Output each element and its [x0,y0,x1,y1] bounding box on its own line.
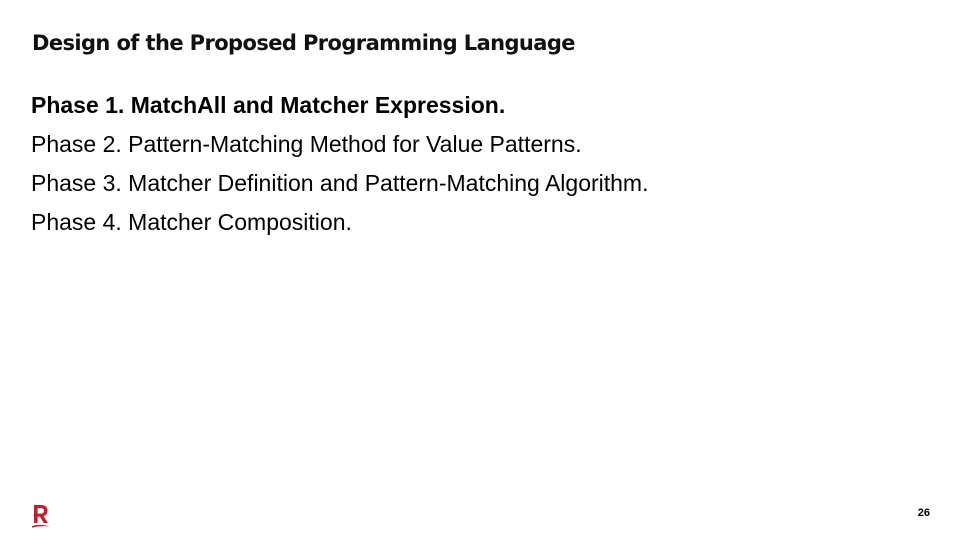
phase-list [31,86,649,242]
phase-item-2: Phase 2. Pattern-Matching Method for Value Patterns. [31,131,582,157]
page-number: 26 [917,507,930,519]
brand-logo-r-icon [30,503,52,529]
slide-title: Design of the Proposed Programming Language [32,31,575,55]
phase-item-1: Phase 1. MatchAll and Matcher Expression. [31,92,506,118]
phase-item-4: Phase 4. Matcher Composition. [31,209,352,235]
phase-item-3: Phase 3. Matcher Definition and Pattern-Matching Algorithm. [31,170,649,196]
